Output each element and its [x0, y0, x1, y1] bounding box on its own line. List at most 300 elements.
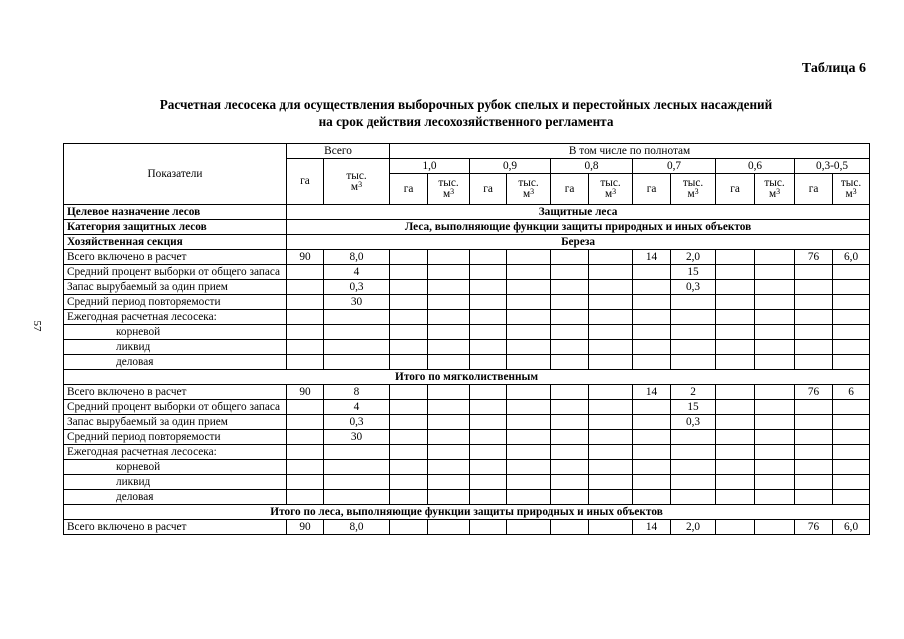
unit-volume: тыс. $м^3$ [755, 174, 795, 205]
table-cell [633, 265, 671, 280]
table-cell [589, 355, 633, 370]
row-label: Средний период повторяемости [64, 430, 287, 445]
row-label: Ежегодная расчетная лесосека: [64, 445, 287, 460]
table-cell [287, 445, 324, 460]
table-cell [633, 310, 671, 325]
table-cell [716, 520, 755, 535]
table-cell [470, 400, 507, 415]
table-cell [390, 325, 428, 340]
included-row [64, 250, 870, 265]
table-cell [287, 265, 324, 280]
table-cell [633, 490, 671, 505]
table-cell [716, 475, 755, 490]
table-cell [287, 430, 324, 445]
row-label: Всего включено в расчет [64, 520, 287, 535]
table-cell [716, 295, 755, 310]
table-cell [324, 445, 390, 460]
table-cell [551, 475, 589, 490]
table-cell [716, 400, 755, 415]
table-cell [551, 250, 589, 265]
table-cell [633, 280, 671, 295]
table-cell: 4 [324, 265, 390, 280]
table-cell [589, 475, 633, 490]
table-cell: 8,0 [324, 520, 390, 535]
table-cell [507, 430, 551, 445]
table-cell: 0,3 [324, 280, 390, 295]
table-cell: 76 [795, 520, 833, 535]
table-cell: 0,3 [671, 280, 716, 295]
unit-ha: га [470, 174, 507, 205]
table-cell [428, 415, 470, 430]
table-cell [833, 265, 870, 280]
table-cell [507, 310, 551, 325]
table-cell [671, 355, 716, 370]
table-cell [589, 430, 633, 445]
table-cell [833, 475, 870, 490]
unit-ha: га [795, 174, 833, 205]
table-cell [428, 490, 470, 505]
table-cell [551, 325, 589, 340]
table-cell [716, 250, 755, 265]
table-cell [716, 430, 755, 445]
row-label: Запас вырубаемый за один прием [64, 415, 287, 430]
table-cell [833, 310, 870, 325]
table-cell [390, 430, 428, 445]
table-cell: 8,0 [324, 250, 390, 265]
table-cell [755, 250, 795, 265]
table-cell [324, 460, 390, 475]
header-row-1 [64, 144, 870, 159]
table-cell [633, 400, 671, 415]
table-cell [833, 430, 870, 445]
table-cell [428, 430, 470, 445]
table-cell [755, 340, 795, 355]
table-cell [633, 325, 671, 340]
table-cell [428, 295, 470, 310]
table-cell [755, 325, 795, 340]
table-cell [390, 400, 428, 415]
table-cell [795, 310, 833, 325]
table-cell [589, 400, 633, 415]
annual-cut-row [64, 310, 870, 325]
table-cell [507, 445, 551, 460]
section-label: Хозяйственная секция [64, 235, 287, 250]
table-cell [671, 475, 716, 490]
table-cell [428, 250, 470, 265]
unit-ha: га [551, 174, 589, 205]
table-cell: 90 [287, 250, 324, 265]
category-row [64, 220, 870, 235]
table-cell [755, 355, 795, 370]
table-cell [390, 490, 428, 505]
table-cell [589, 295, 633, 310]
table-cell [795, 265, 833, 280]
table-cell [589, 415, 633, 430]
table-cell [716, 355, 755, 370]
table-cell [671, 295, 716, 310]
subtotal-row [64, 370, 870, 385]
table-cell [428, 520, 470, 535]
row-label: корневой [64, 325, 287, 340]
table-cell [390, 445, 428, 460]
table-cell [551, 520, 589, 535]
table-cell: 90 [287, 520, 324, 535]
table-cell: 30 [324, 295, 390, 310]
table-cell [551, 385, 589, 400]
density-header: 0,9 [470, 159, 551, 174]
table-cell [428, 445, 470, 460]
table-cell [507, 355, 551, 370]
table-cell: 2,0 [671, 520, 716, 535]
table-cell [287, 295, 324, 310]
annual-cut-business-row [64, 355, 870, 370]
table-cell [716, 340, 755, 355]
table-cell [507, 520, 551, 535]
table-cell [833, 400, 870, 415]
table-cell [324, 355, 390, 370]
annual-cut-business-row [64, 490, 870, 505]
table-cell [551, 280, 589, 295]
section-heading: Итого по мягколиственным [64, 370, 870, 385]
row-label: деловая [64, 490, 287, 505]
table-cell: 15 [671, 265, 716, 280]
table-cell [470, 340, 507, 355]
table-cell [671, 490, 716, 505]
table-cell [428, 355, 470, 370]
unit-volume: тыс. $м^3$ [589, 174, 633, 205]
table-cell [755, 265, 795, 280]
stock-per-cut-row [64, 280, 870, 295]
row-label: ликвид [64, 340, 287, 355]
table-cell [589, 325, 633, 340]
table-cell [833, 355, 870, 370]
table-cell [507, 325, 551, 340]
table-cell [390, 295, 428, 310]
table-cell [470, 460, 507, 475]
table-cell [287, 280, 324, 295]
table-cell [755, 445, 795, 460]
table-cell: 76 [795, 250, 833, 265]
table-cell [633, 340, 671, 355]
category-label: Категория защитных лесов [64, 220, 287, 235]
included-row [64, 385, 870, 400]
table-cell [633, 445, 671, 460]
density-header: 0,3-0,5 [795, 159, 870, 174]
table-cell [716, 385, 755, 400]
table-cell [470, 295, 507, 310]
table-cell [287, 400, 324, 415]
avg-percent-row [64, 265, 870, 280]
table-cell [795, 415, 833, 430]
table-cell [390, 265, 428, 280]
annual-cut-row [64, 445, 870, 460]
table-cell [755, 520, 795, 535]
table-cell [390, 385, 428, 400]
table-cell [428, 340, 470, 355]
row-label: Ежегодная расчетная лесосека: [64, 310, 287, 325]
table-cell [551, 355, 589, 370]
total-unit-volume: тыс. $м^3$ [324, 159, 390, 205]
table-cell [551, 415, 589, 430]
row-label: Средний процент выборки от общего запаса [64, 400, 287, 415]
indicator-header: Показатели [64, 144, 287, 205]
table-cell [795, 280, 833, 295]
section-heading: Итого по леса, выполняющие функции защиты природных и иных объектов [64, 505, 870, 520]
table-cell: 0,3 [671, 415, 716, 430]
table-cell: 4 [324, 400, 390, 415]
table-cell [324, 475, 390, 490]
table-cell [287, 460, 324, 475]
unit-volume: тыс. $м^3$ [833, 174, 870, 205]
table-cell [390, 475, 428, 490]
table-cell [470, 415, 507, 430]
total-header: Всего [287, 144, 390, 159]
table-cell [390, 355, 428, 370]
table-cell [589, 340, 633, 355]
row-label: ликвид [64, 475, 287, 490]
table-cell [470, 520, 507, 535]
table-cell [589, 490, 633, 505]
table-cell [833, 340, 870, 355]
table-cell [795, 430, 833, 445]
table-label: Таблица 6 [801, 61, 866, 76]
table-cell [795, 475, 833, 490]
table-cell [795, 340, 833, 355]
table-cell [470, 310, 507, 325]
table-cell [428, 460, 470, 475]
table-cell: 15 [671, 400, 716, 415]
table-cell: 14 [633, 520, 671, 535]
table-cell [507, 460, 551, 475]
table-cell [589, 385, 633, 400]
table-cell [755, 475, 795, 490]
table-cell [507, 385, 551, 400]
table-cell: 90 [287, 385, 324, 400]
forest-cut-table [63, 143, 870, 535]
table-cell [633, 295, 671, 310]
row-label: Средний период повторяемости [64, 295, 287, 310]
table-cell: 30 [324, 430, 390, 445]
purpose-value: Защитные леса [287, 205, 870, 220]
table-cell: 0,3 [324, 415, 390, 430]
table-cell [716, 445, 755, 460]
table-cell [551, 265, 589, 280]
table-cell [755, 490, 795, 505]
table-cell [428, 475, 470, 490]
density-header: 0,8 [551, 159, 633, 174]
table-cell [470, 445, 507, 460]
table-cell [795, 325, 833, 340]
table-cell [833, 295, 870, 310]
table-title [60, 96, 872, 130]
purpose-label: Целевое назначение лесов [64, 205, 287, 220]
table-cell [507, 415, 551, 430]
table-cell [589, 445, 633, 460]
table-cell [390, 340, 428, 355]
table-cell [716, 265, 755, 280]
table-cell [428, 385, 470, 400]
density-header: 0,6 [716, 159, 795, 174]
unit-volume: тыс. $м^3$ [507, 174, 551, 205]
table-cell [589, 250, 633, 265]
table-cell [795, 460, 833, 475]
annual-cut-root-row [64, 325, 870, 340]
table-cell [671, 325, 716, 340]
table-cell [589, 265, 633, 280]
table-cell [755, 385, 795, 400]
table-cell [589, 460, 633, 475]
table-cell [324, 340, 390, 355]
table-cell: 6,0 [833, 250, 870, 265]
page-number: 57 [31, 320, 43, 332]
table-cell [507, 265, 551, 280]
table-cell: 8 [324, 385, 390, 400]
table-cell [671, 445, 716, 460]
table-cell [589, 520, 633, 535]
table-cell [551, 400, 589, 415]
by-density-header: В том числе по полнотам [390, 144, 870, 159]
title-line-1: Расчетная лесосека для осуществления выборочных рубок спелых и перестойных лесных насаждений [159, 97, 773, 112]
table-cell: 2,0 [671, 250, 716, 265]
table-cell [470, 280, 507, 295]
table-cell [470, 325, 507, 340]
table-cell [716, 310, 755, 325]
table-cell [833, 460, 870, 475]
table-cell [287, 355, 324, 370]
section-value: Береза [287, 235, 870, 250]
table-cell [507, 250, 551, 265]
table-cell [324, 310, 390, 325]
table-cell [551, 430, 589, 445]
avg-percent-row [64, 400, 870, 415]
table-cell [716, 325, 755, 340]
annual-cut-liquid-row [64, 475, 870, 490]
table-cell [507, 280, 551, 295]
avg-period-row [64, 430, 870, 445]
row-label: корневой [64, 460, 287, 475]
table-cell [833, 415, 870, 430]
table-cell [716, 490, 755, 505]
table-cell [287, 325, 324, 340]
category-value: Леса, выполняющие функции защиты природных и иных объектов [287, 220, 870, 235]
table-cell: 14 [633, 250, 671, 265]
table-cell [671, 460, 716, 475]
unit-ha: га [633, 174, 671, 205]
avg-period-row [64, 295, 870, 310]
table-cell [833, 445, 870, 460]
table-cell [589, 280, 633, 295]
table-cell [716, 280, 755, 295]
row-label: Всего включено в расчет [64, 385, 287, 400]
table-cell [428, 280, 470, 295]
table-cell [671, 340, 716, 355]
table-cell [390, 460, 428, 475]
table-cell [633, 475, 671, 490]
table-cell: 6 [833, 385, 870, 400]
table-cell [551, 490, 589, 505]
table-cell [428, 400, 470, 415]
annual-cut-root-row [64, 460, 870, 475]
table-cell [324, 325, 390, 340]
annual-cut-liquid-row [64, 340, 870, 355]
table-cell [470, 385, 507, 400]
table-cell: 6,0 [833, 520, 870, 535]
table-cell [795, 295, 833, 310]
table-cell [287, 310, 324, 325]
table-cell [287, 475, 324, 490]
table-cell [428, 310, 470, 325]
table-cell [671, 430, 716, 445]
table-cell [470, 430, 507, 445]
unit-volume: тыс. $м^3$ [428, 174, 470, 205]
total-unit-ha: га [287, 159, 324, 205]
table-cell [287, 340, 324, 355]
table-cell [507, 400, 551, 415]
table-cell [633, 460, 671, 475]
table-cell [470, 265, 507, 280]
table-cell: 2 [671, 385, 716, 400]
table-cell [551, 310, 589, 325]
table-cell [633, 415, 671, 430]
table-cell [551, 340, 589, 355]
density-header: 0,7 [633, 159, 716, 174]
table-cell [755, 295, 795, 310]
section-row [64, 235, 870, 250]
table-cell [390, 520, 428, 535]
table-cell [551, 445, 589, 460]
unit-volume: тыс. $м^3$ [671, 174, 716, 205]
table-cell [507, 475, 551, 490]
table-cell [507, 340, 551, 355]
grand-total-included-row [64, 520, 870, 535]
row-label: Всего включено в расчет [64, 250, 287, 265]
table-cell [287, 415, 324, 430]
table-cell [470, 475, 507, 490]
density-header: 1,0 [390, 159, 470, 174]
table-cell [833, 490, 870, 505]
table-cell [324, 490, 390, 505]
grand-total-row [64, 505, 870, 520]
table-cell: 14 [633, 385, 671, 400]
table-body [64, 144, 870, 535]
table-cell [633, 430, 671, 445]
unit-ha: га [716, 174, 755, 205]
table-cell [470, 490, 507, 505]
table-cell [390, 310, 428, 325]
table-cell [589, 310, 633, 325]
table-cell [795, 400, 833, 415]
table-cell [755, 430, 795, 445]
table-cell [795, 355, 833, 370]
table-cell [428, 325, 470, 340]
table-cell [755, 280, 795, 295]
table-cell [716, 460, 755, 475]
table-cell [833, 325, 870, 340]
row-label: деловая [64, 355, 287, 370]
table-cell [755, 400, 795, 415]
table-cell: 76 [795, 385, 833, 400]
table-cell [507, 295, 551, 310]
table-cell [390, 280, 428, 295]
table-cell [795, 490, 833, 505]
table-cell [287, 490, 324, 505]
table-cell [470, 355, 507, 370]
table-cell [755, 460, 795, 475]
title-line-2: на срок действия лесохозяйственного регламента [318, 114, 614, 129]
table-cell [833, 280, 870, 295]
table-cell [716, 415, 755, 430]
table-cell [755, 415, 795, 430]
